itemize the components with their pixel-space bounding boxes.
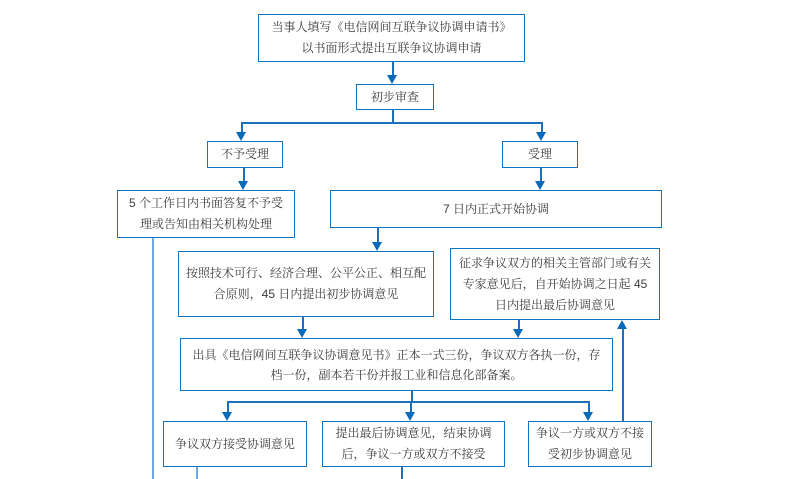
node-written-reply: 5 个工作日内书面答复不予受理或告知由相关机构处理 [117, 190, 295, 238]
arrow-down-into-final-end [405, 412, 415, 421]
arrow-down-into-reject-initial [583, 412, 593, 421]
node-preliminary-review: 初步审查 [356, 84, 434, 110]
arrow-down-into-both-accept [222, 412, 232, 421]
arrow-up-into-final-opinion [617, 320, 627, 329]
arrow-down-into-issue-left [297, 329, 307, 338]
arrow-down-into-accepted [536, 132, 546, 141]
node-accepted: 受理 [502, 141, 578, 168]
connector-notaccepted-reply [243, 168, 245, 182]
arrow-down-into-issue-right [513, 329, 523, 338]
connector-loop-reject-to-final [622, 328, 624, 421]
connector-review-split [241, 122, 543, 124]
connector-accepted-start [540, 168, 542, 182]
node-both-accept: 争议双方接受协调意见 [163, 421, 307, 467]
node-apply [258, 14, 525, 62]
node-final-opinion: 征求争议双方的相关主管部门或有关专家意见后，自开始协调之日起 45 日内提出最后协调意见 [450, 248, 660, 320]
connector-reply-bottom-exit [152, 238, 154, 479]
arrow-down-into-start [535, 181, 545, 190]
arrow-down-into-written-reply [238, 181, 248, 190]
node-issue-document: 出具《电信网间互联争议协调意见书》正本一式三份，争议双方各执一份，存档一份，副本若干份并报工业和信息化部备案。 [180, 338, 613, 391]
node-apply-line2: 以书面形式提出互联争议协调申请 [301, 41, 482, 55]
node-final-end: 提出最后协调意见，结束协调后，争议一方或双方不接受 [322, 421, 505, 467]
connector-start-initial [377, 228, 379, 243]
connector-finalend-bottom-exit [401, 467, 403, 479]
connector-apply-review [392, 62, 394, 76]
node-start-mediation: 7 日内正式开始协调 [330, 190, 662, 228]
node-not-accepted: 不予受理 [207, 141, 283, 168]
arrow-down-into-initial-opinion [372, 242, 382, 251]
arrow-down-into-not-accepted [236, 132, 246, 141]
connector-bothaccept-bottom-exit [196, 467, 198, 479]
node-reject-initial: 争议一方或双方不接受初步协调意见 [528, 421, 652, 467]
node-apply-line1: 当事人填写《电信网间互联争议协调申请书》 [271, 20, 512, 34]
node-initial-opinion: 按照技术可行、经济合理、公平公正、相互配合原则，45 日内提出初步协调意见 [178, 251, 434, 317]
arrow-down-into-review [387, 75, 397, 84]
connector-issue-split [227, 401, 589, 403]
